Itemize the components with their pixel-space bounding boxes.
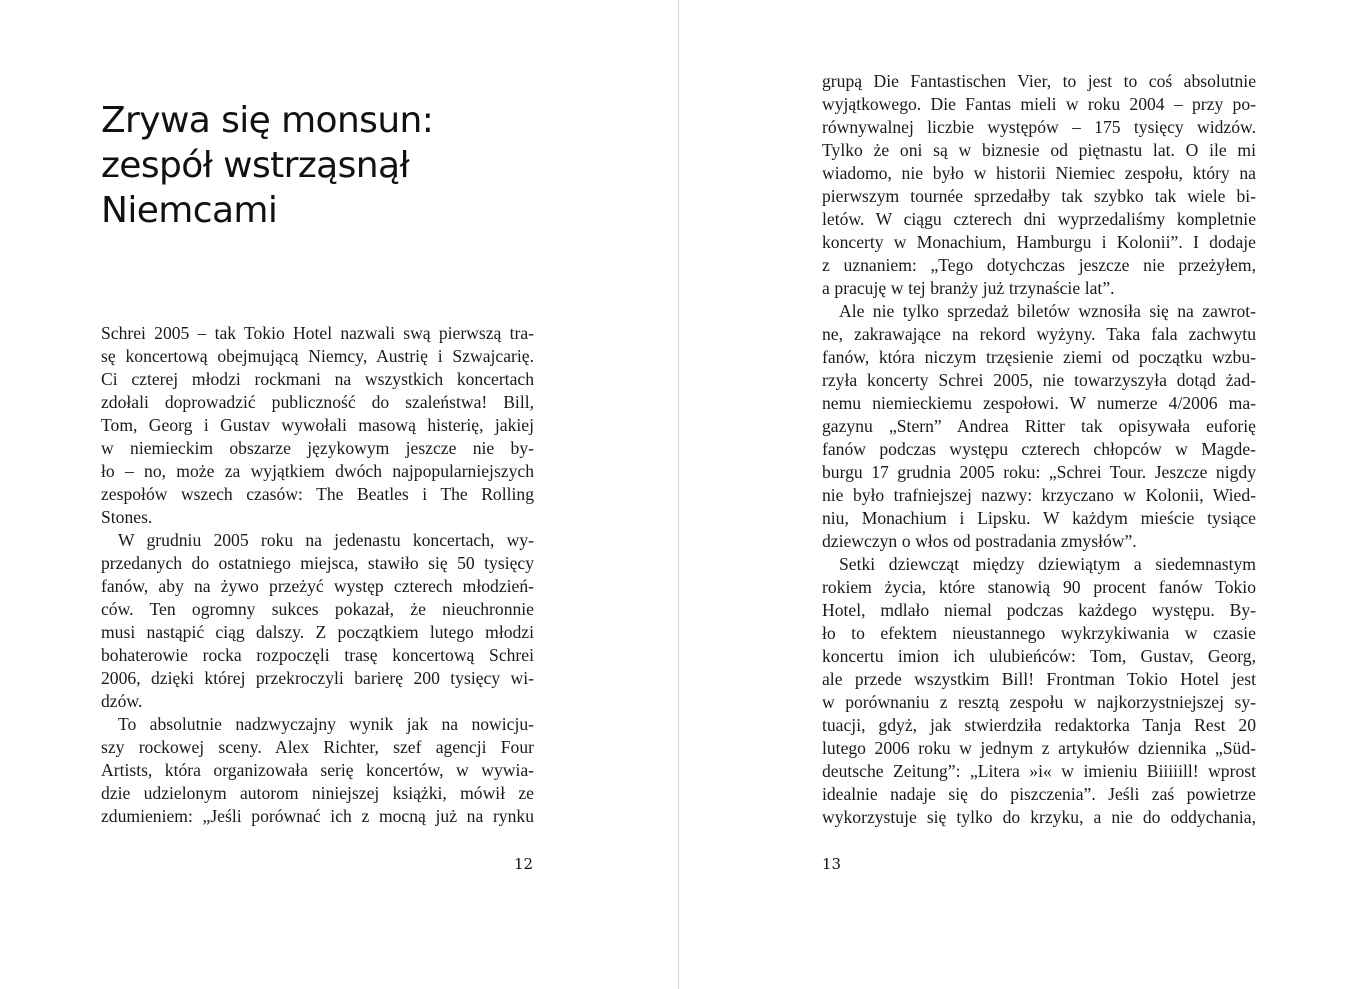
- text-line: gazynu „Stern” Andrea Ritter tak opisywała euforię: [822, 416, 1256, 436]
- text-line: Ale nie tylko sprzedaż biletów wznosiła się na zawrot-: [839, 301, 1256, 321]
- right-body-text: [822, 70, 1256, 829]
- text-line: idealnie nadaje się do piszczenia”. Jeśli zaś powietrze: [822, 784, 1256, 804]
- text-line: wykorzystuje się tylko do krzyku, a nie do oddychania,: [822, 807, 1256, 827]
- text-line: rzyła koncerty Schrei 2005, nie towarzyszyła dotąd żad-: [822, 370, 1256, 390]
- page-number: 13: [822, 855, 842, 873]
- text-line: a pracuję w tej branży już trzynaście lat”.: [822, 278, 1115, 298]
- text-line: To absolutnie nadzwyczajny wynik jak na nowicju-: [118, 714, 534, 734]
- text-line: wiadomo, nie było w historii Niemiec zespołu, który na: [822, 163, 1256, 183]
- text-line: ne, zakrawające na rekord wyżyny. Taka fala zachwytu: [822, 324, 1256, 344]
- text-line: z uznaniem: „Tego dotychczas jeszcze nie przeżyłem,: [822, 255, 1256, 275]
- chapter-title: [101, 98, 541, 233]
- text-line: fanów podczas występu czterech chłopców w Magde-: [822, 439, 1256, 459]
- text-line: sę koncertową obejmującą Niemcy, Austrię i Szwajcarię.: [101, 346, 534, 366]
- text-line: zespołów wszech czasów: The Beatles i The Rolling: [101, 484, 534, 504]
- text-line: ło – no, może za wyjątkiem dwóch najpopularniejszych: [101, 461, 534, 481]
- text-line: równywalnej liczbie występów – 175 tysięcy widzów.: [822, 117, 1256, 137]
- text-line: nemu niemieckiemu zespołowi. W numerze 4/2006 ma-: [822, 393, 1256, 413]
- text-line: wyjątkowego. Die Fantas mieli w roku 2004 – przy po-: [822, 94, 1256, 114]
- text-line: bohaterowie rocka rozpoczęli trasę koncertową Schrei: [101, 645, 534, 665]
- text-line: pierwszym tournée sprzedałby tak szybko tak wiele bi-: [822, 186, 1256, 206]
- text-line: ło to efektem nieustannego wykrzykiwania w czasie: [822, 623, 1256, 643]
- text-line: dzie udzielonym autorom niniejszej książki, mówił ze: [101, 783, 534, 803]
- text-line: nie było trafniejszej nazwy: krzyczano w Kolonii, Wied-: [822, 485, 1256, 505]
- text-line: koncertu imion ich ulubieńców: Tom, Gustav, Georg,: [822, 646, 1256, 666]
- text-line: Artists, która organizowała serię koncertów, w wywia-: [101, 760, 534, 780]
- text-line: letów. W ciągu czterech dni wyprzedaliśmy kompletnie: [822, 209, 1256, 229]
- chapter-title-line: zespół wstrząsnął: [101, 145, 410, 186]
- text-line: burgu 17 grudnia 2005 roku: „Schrei Tour. Jeszcze nigdy: [822, 462, 1256, 482]
- text-line: musi nastąpić ciąg dalszy. Z początkiem lutego młodzi: [101, 622, 534, 642]
- text-line: Stones.: [101, 507, 153, 527]
- text-line: grupą Die Fantastischen Vier, to jest to coś absolutnie: [822, 71, 1256, 91]
- text-line: dzów.: [101, 691, 143, 711]
- text-line: fanów, aby na żywo przeżyć występ czterech młodzień-: [101, 576, 534, 596]
- text-line: w porównaniu z resztą zespołu w najkorzystniejszej sy-: [822, 692, 1256, 712]
- text-line: zdołali doprowadzić publiczność do szaleństwa! Bill,: [101, 392, 534, 412]
- left-body-text: [101, 322, 534, 828]
- text-line: szy rockowej sceny. Alex Richter, szef agencji Four: [101, 737, 534, 757]
- text-line: tuacji, gdyż, jak stwierdziła redaktorka Tanja Rest 20: [822, 715, 1256, 735]
- text-line: W grudniu 2005 roku na jedenastu koncertach, wy-: [118, 530, 534, 550]
- text-line: Tom, Georg i Gustav wywołali masową histerię, jakiej: [101, 415, 534, 435]
- text-line: rokiem życia, które stanowią 90 procent fanów Tokio: [822, 577, 1256, 597]
- text-line: lutego 2006 roku w jednym z artykułów dziennika „Süd-: [822, 738, 1256, 758]
- text-line: ców. Ten ogromny sukces pokazał, że nieuchronnie: [101, 599, 534, 619]
- text-line: 2006, dzięki której przekroczyli barierę 200 tysięcy wi-: [101, 668, 534, 688]
- text-line: niu, Monachium i Lipsku. W każdym mieście tysiące: [822, 508, 1256, 528]
- text-line: zdumieniem: „Jeśli porównać ich z mocną już na rynku: [101, 806, 534, 826]
- text-line: fanów, która niczym trzęsienie ziemi od początku wzbu-: [822, 347, 1256, 367]
- text-line: przedanych do ostatniego miejsca, stawiło się 50 tysięcy: [101, 553, 534, 573]
- left-page: [0, 0, 678, 989]
- text-line: Tylko że oni są w biznesie od piętnastu lat. O ile mi: [822, 140, 1256, 160]
- text-line: dziewczyn o włos od postradania zmysłów”.: [822, 531, 1137, 551]
- chapter-title-line: Niemcami: [101, 190, 278, 231]
- page-number: 12: [514, 855, 534, 873]
- text-line: Setki dziewcząt między dziewiątym a siedemnastym: [839, 554, 1256, 574]
- right-page: [679, 0, 1358, 989]
- text-line: deutsche Zeitung”: „Litera »i« w imieniu Biiiiill! wprost: [822, 761, 1256, 781]
- text-line: Schrei 2005 – tak Tokio Hotel nazwali swą pierwszą tra-: [101, 323, 534, 343]
- chapter-title-line: Zrywa się monsun:: [101, 100, 434, 141]
- text-line: w niemieckim obszarze językowym jeszcze nie by-: [101, 438, 534, 458]
- text-line: koncerty w Monachium, Hamburgu i Kolonii”. I dodaje: [822, 232, 1256, 252]
- text-line: Ci czterej młodzi rockmani na wszystkich koncertach: [101, 369, 534, 389]
- text-line: Hotel, mdlało niemal podczas każdego występu. By-: [822, 600, 1256, 620]
- text-line: ale przede wszystkim Bill! Frontman Tokio Hotel jest: [822, 669, 1256, 689]
